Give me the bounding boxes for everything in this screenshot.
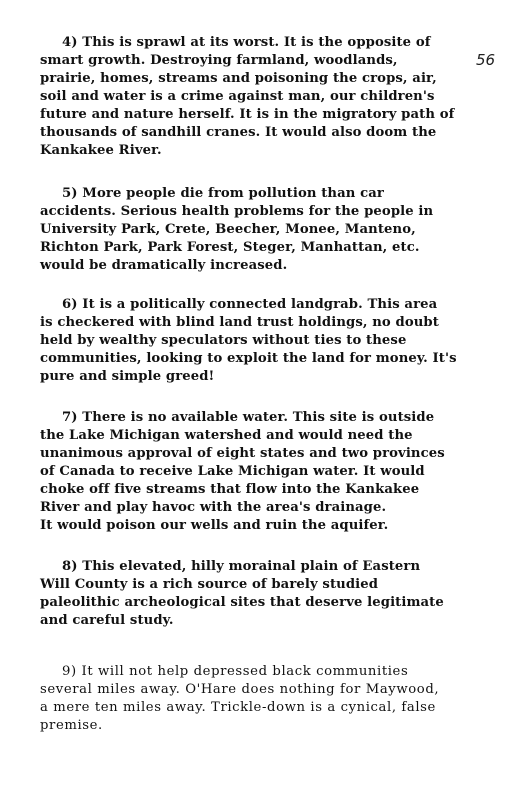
paragraph-line: is checkered with blind land trust holdings, no doubt <box>40 315 439 330</box>
paragraph-line: 7) There is no available water. This site is outside <box>62 410 435 425</box>
paragraph-line: and careful study. <box>40 613 174 628</box>
paragraph-line: communities, looking to exploit the land for money. It's <box>40 351 457 366</box>
paragraph-line: 9) It will not help depressed black communities <box>62 664 409 679</box>
paragraph-line: a mere ten miles away. Trickle-down is a cynical, false <box>40 700 436 715</box>
paragraph-4 <box>40 34 510 160</box>
paragraph-line: choke off five streams that flow into the Kankakee <box>40 482 420 497</box>
paragraph-line: University Park, Crete, Beecher, Monee, Manteno, <box>40 222 416 237</box>
paragraph-line: River and play havoc with the area's drainage. <box>40 500 387 515</box>
paragraph-line: would be dramatically increased. <box>40 258 288 273</box>
paragraph-8 <box>40 558 510 630</box>
paragraph-line: thousands of sandhill cranes. It would also doom the <box>40 125 437 140</box>
paragraph-line: the Lake Michigan watershed and would need the <box>40 428 413 443</box>
paragraph-line: 5) More people die from pollution than car <box>62 186 384 201</box>
paragraph-9 <box>40 663 510 735</box>
paragraph-line: future and nature herself. It is in the migratory path of <box>40 107 455 122</box>
paragraph-line: soil and water is a crime against man, our children's <box>40 89 435 104</box>
paragraph-line: accidents. Serious health problems for the people in <box>40 204 434 219</box>
handwritten-page-number: 56 <box>476 51 496 69</box>
paragraph-7 <box>40 409 510 535</box>
paragraph-line: unanimous approval of eight states and two provinces <box>40 446 445 461</box>
paragraph-line: pure and simple greed! <box>40 369 215 384</box>
paragraph-line: It would poison our wells and ruin the aquifer. <box>40 518 389 533</box>
paragraph-line: paleolithic archeological sites that deserve legitimate <box>40 595 444 610</box>
paragraph-line: premise. <box>40 718 103 733</box>
paragraph-6 <box>40 296 510 386</box>
paragraph-line: 6) It is a politically connected landgrab. This area <box>62 297 438 312</box>
paragraph-line: held by wealthy speculators without ties to these <box>40 333 407 348</box>
paragraph-5 <box>40 185 510 275</box>
paragraph-line: Kankakee River. <box>40 143 162 158</box>
paragraph-line: Will County is a rich source of barely studied <box>40 577 379 592</box>
paragraph-line: 8) This elevated, hilly morainal plain of Eastern <box>62 559 421 574</box>
paragraph-line: 4) This is sprawl at its worst. It is the opposite of <box>62 35 431 50</box>
paragraph-line: prairie, homes, streams and poisoning the crops, air, <box>40 71 437 86</box>
paragraph-line: of Canada to receive Lake Michigan water. It would <box>40 464 425 479</box>
paragraph-line: several miles away. O'Hare does nothing for Maywood, <box>40 682 440 697</box>
paragraph-line: smart growth. Destroying farmland, woodlands, <box>40 53 398 68</box>
paragraph-line: Richton Park, Park Forest, Steger, Manhattan, etc. <box>40 240 420 255</box>
